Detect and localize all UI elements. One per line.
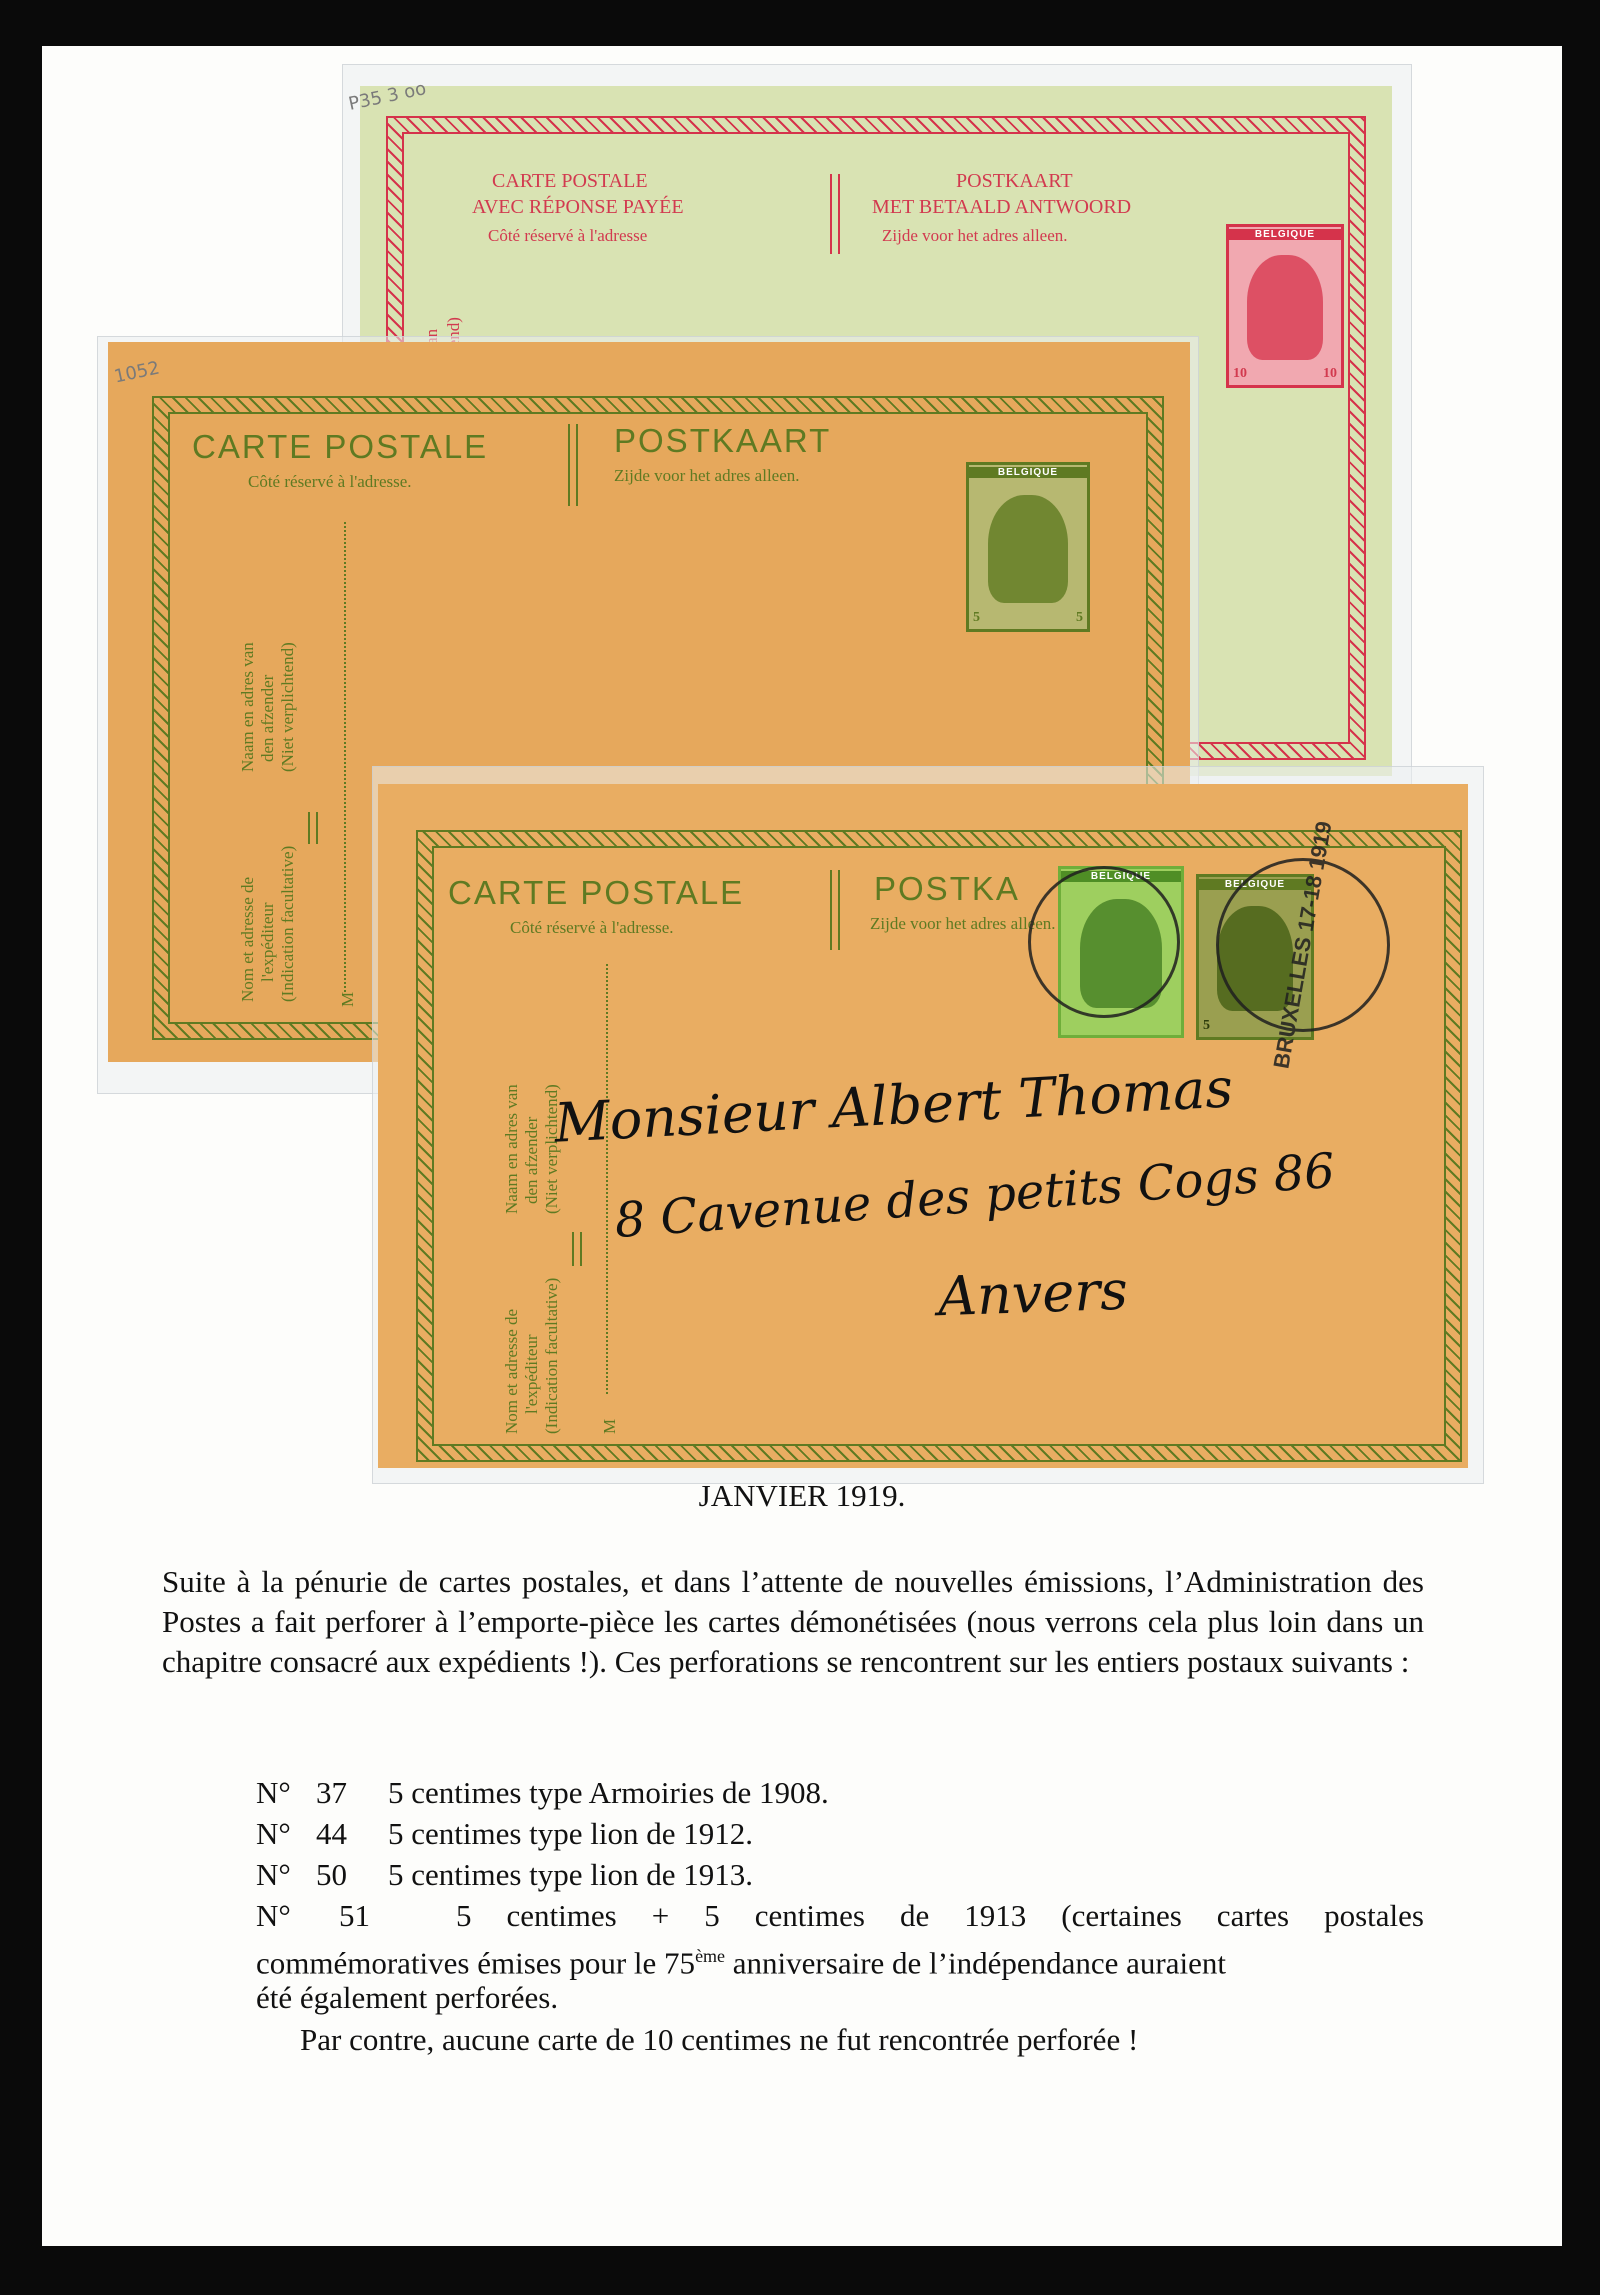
card-title-nl-1: POSTKAART: [956, 170, 1073, 192]
list-item: [256, 1813, 1424, 1854]
stamp-value-right: 10: [1323, 366, 1337, 381]
sender-label-fr-1: Nom et adresse de: [238, 876, 257, 1002]
card-title-fr: CARTE POSTALE: [448, 874, 745, 911]
card-title-nl: POSTKA: [874, 870, 1020, 907]
list-item-label: N°: [256, 1898, 291, 1933]
continuation-text-b: anniversaire de l’indépendance auraient: [725, 1945, 1226, 1981]
list-item: [256, 1854, 1424, 1895]
address-line: [344, 522, 346, 992]
sender-label-fr-1: Nom et adresse de: [502, 1308, 521, 1434]
address-line: [606, 964, 608, 1394]
postcard-green-5c-used: [378, 784, 1468, 1468]
list-item-description: 5 centimes + 5 centimes de 1913 (certaines cartes postales: [456, 1898, 1424, 1933]
description-paragraph: Suite à la pénurie de cartes postales, et dans l’attente de nouvelles émissions, l’Administration des Postes a fait perforer à l’emporte-pièce les cartes démonétisées (nous verrons cela plus loin dans un chapitre consacré aux expédients !). Ces perforations se rencontrent sur les entiers postaux suivants :: [162, 1564, 1424, 1679]
card-title-nl: POSTKAART: [614, 422, 832, 459]
sender-label-fr-3: (Indication facultative): [542, 1277, 561, 1434]
list-item-continuation: [256, 1936, 1424, 1981]
pencil-annotation: P35 3 oo: [346, 78, 429, 115]
continuation-text-c: été également perforées.: [256, 1980, 559, 2015]
superscript-eme: ème: [695, 1946, 726, 1966]
stamp-country: BELGIQUE: [1229, 229, 1341, 240]
postmark-text: BRUXELLES 17-18 1919: [1268, 819, 1337, 1071]
stamp-value-right: 5: [1076, 610, 1083, 625]
sender-m-label: M: [338, 991, 357, 1007]
stamp-country: BELGIQUE: [969, 467, 1087, 478]
sender-divider: [308, 812, 318, 844]
caption-date: JANVIER 1919.: [698, 1478, 906, 1513]
card-divider: [830, 870, 840, 950]
stamp-value-left: 5: [973, 610, 980, 625]
sender-label-nl-1: Naam en adres van: [238, 642, 257, 772]
sender-label-nl-2: den afzender: [522, 1116, 541, 1204]
card-divider: [568, 424, 578, 506]
pencil-annotation: 1052: [112, 357, 162, 388]
card-subtitle-nl: Zijde voor het adres alleen.: [882, 226, 1068, 245]
king-portrait: [1247, 255, 1323, 359]
postmark-right: [1216, 819, 1390, 1071]
list-item-label: N°: [256, 1816, 291, 1851]
stamp-country: BELGIQUE: [1061, 871, 1181, 882]
address-line-3: Anvers: [936, 1258, 1129, 1329]
sender-m-label: M: [600, 1418, 619, 1434]
address-line-2: 8 Cavenue des petits Cogs 86: [612, 1142, 1337, 1250]
list-item-description: 5 centimes type lion de 1913.: [388, 1857, 754, 1892]
imprinted-stamp-5c: [966, 462, 1090, 632]
list-item-description: 5 centimes type lion de 1912.: [388, 1816, 754, 1851]
list-item-label: N°: [256, 1857, 291, 1892]
stamp-country: BELGIQUE: [1199, 879, 1311, 890]
card-title-nl-2: MET BETAALD ANTWOORD: [872, 196, 1132, 218]
sender-label-nl-3: (Niet verplichtend): [542, 1084, 561, 1214]
sender-label-fr-2: l'expéditeur: [522, 1334, 541, 1414]
imprinted-stamp-10c: [1226, 224, 1344, 388]
perforated-cards-list: [256, 1772, 1424, 2018]
card-subtitle-nl: Zijde voor het adres alleen.: [614, 466, 800, 485]
sender-label-nl-1: Naam en adres van: [502, 1084, 521, 1214]
album-page: [42, 46, 1562, 2246]
card-subtitle-fr: Côté réservé à l'adresse.: [510, 918, 674, 937]
sender-divider: [572, 1232, 582, 1266]
sender-label-nl-3: (Niet verplichtend): [278, 642, 297, 772]
address-line-1: Monsieur Albert Thomas: [552, 1056, 1235, 1155]
list-item-number: 37: [316, 1775, 347, 1810]
continuation-text-a: commémoratives émises pour le 75: [256, 1945, 696, 1981]
stamp-value-left: 10: [1233, 366, 1247, 381]
list-item: [256, 1895, 1424, 1936]
card-title-fr: CARTE POSTALE: [192, 428, 489, 465]
list-item-number: 44: [316, 1816, 347, 1851]
king-portrait: [988, 495, 1068, 603]
sender-label-fr-3: (Indication facultative): [278, 845, 297, 1002]
card-title-fr-1: CARTE POSTALE: [492, 170, 648, 192]
list-item-label: N°: [256, 1775, 291, 1810]
sender-label-nl-2: den afzender: [258, 674, 277, 762]
list-item-continuation: [256, 1977, 1424, 2018]
list-item-number: 50: [316, 1857, 347, 1892]
list-item-description: 5 centimes type Armoiries de 1908.: [388, 1775, 829, 1810]
list-item: [256, 1772, 1424, 1813]
card-subtitle-fr: Côté réservé à l'adresse: [488, 226, 648, 245]
closing-sentence: Par contre, aucune carte de 10 centimes ne fut rencontrée perforée !: [300, 2022, 1139, 2057]
card-subtitle-nl: Zijde voor het adres alleen.: [870, 914, 1056, 933]
card-divider: [830, 174, 840, 254]
stamp-value-left: 5: [1203, 1018, 1210, 1033]
postmark-left: [1028, 866, 1180, 1018]
sender-label-fr-2: l'expéditeur: [258, 902, 277, 982]
card-subtitle-fr: Côté réservé à l'adresse.: [248, 472, 412, 491]
list-item-number: 51: [339, 1898, 370, 1933]
card-title-fr-2: AVEC RÉPONSE PAYÉE: [472, 196, 684, 218]
